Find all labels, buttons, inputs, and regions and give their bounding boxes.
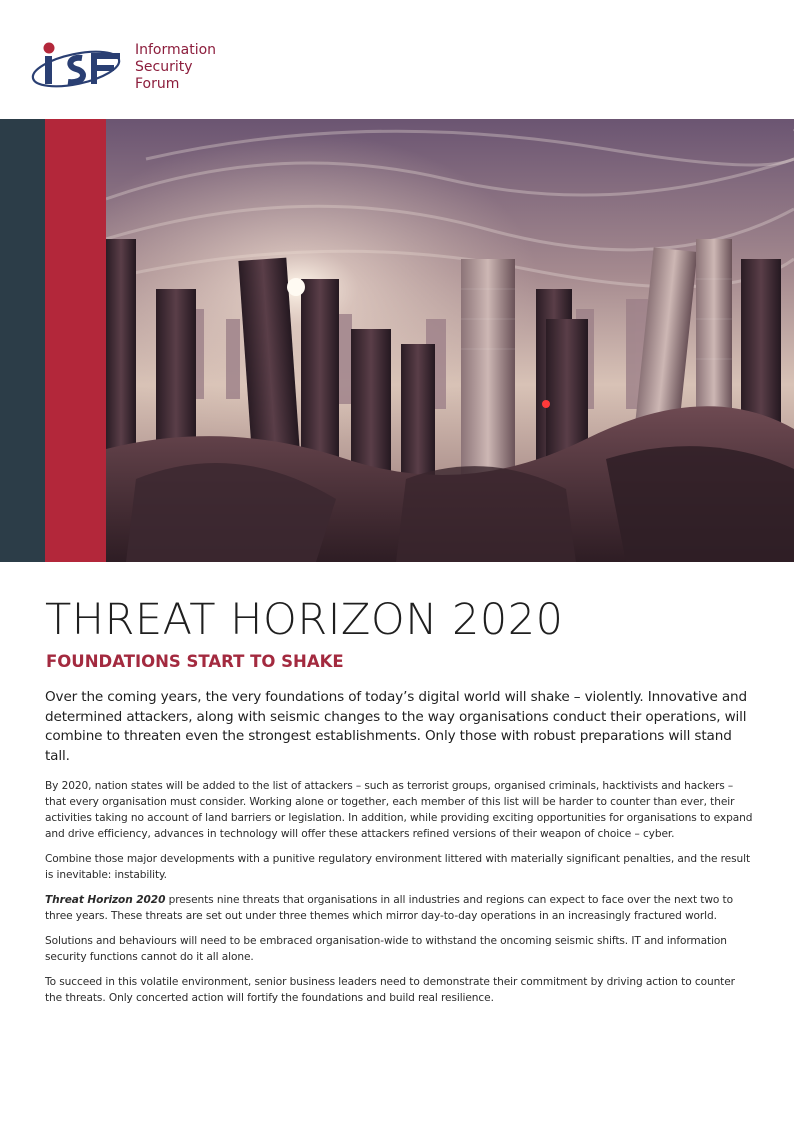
dark-side-stripe (0, 119, 45, 562)
report-title-emphasis: Threat Horizon 2020 (45, 894, 166, 906)
page-title: THREAT HORIZON 2020 (45, 595, 564, 645)
paragraph-1: By 2020, nation states will be added to the list of attackers – such as terrorist groups, organised criminals, hacktivists and hackers – that every organisation must consider. Working alone or together, each member of this list will be harder to counter than ever, their activities taking no account of land barriers or legislation. In addition, while providing exciting opportunities for organisations to expand and drive efficiency, advances in technology will offer these attackers refined versions of their weapon of choice – cyber. (45, 780, 753, 840)
logo-line-1: Information (135, 42, 217, 58)
body-content (45, 688, 753, 1015)
paragraph-5: To succeed in this volatile environment, senior business leaders need to demonstrate their commitment by driving action to counter the threats. Only concerted action will fortify the foundations and build real resilience. (45, 976, 735, 1004)
logo-wordmark (135, 42, 216, 93)
paragraph-3-text: presents nine threats that organisations in all industries and regions can expect to face over the next two to three years. These threats are set out under three themes which mirror day-to-day operations in an increasingly fractured world. (45, 894, 733, 922)
paragraph-4: Solutions and behaviours will need to be embraced organisation-wide to withstand the oncoming seismic shifts. IT and information security functions cannot do it all alone. (45, 935, 727, 963)
page-subtitle: FOUNDATIONS START TO SHAKE (46, 652, 344, 671)
red-side-stripe (45, 119, 106, 562)
isf-logo (30, 36, 230, 106)
paragraph-3 (45, 892, 753, 924)
logo-line-3: Forum (135, 76, 180, 92)
city-skyline-image (106, 119, 794, 562)
logo-line-2: Security (135, 59, 193, 75)
paragraph-2: Combine those major developments with a punitive regulatory environment littered with materially significant penalties, and the result is inevitable: instability. (45, 853, 751, 881)
lead-paragraph: Over the coming years, the very foundations of today’s digital world will shake – violently. Innovative and determined attackers, along with seismic changes to the way organisations conduct their operations, will combine to threaten even the strongest establishments. Only those with robust preparations will stand tall. (45, 689, 747, 764)
isf-logo-mark-icon (30, 36, 130, 98)
hero-banner (0, 119, 794, 562)
